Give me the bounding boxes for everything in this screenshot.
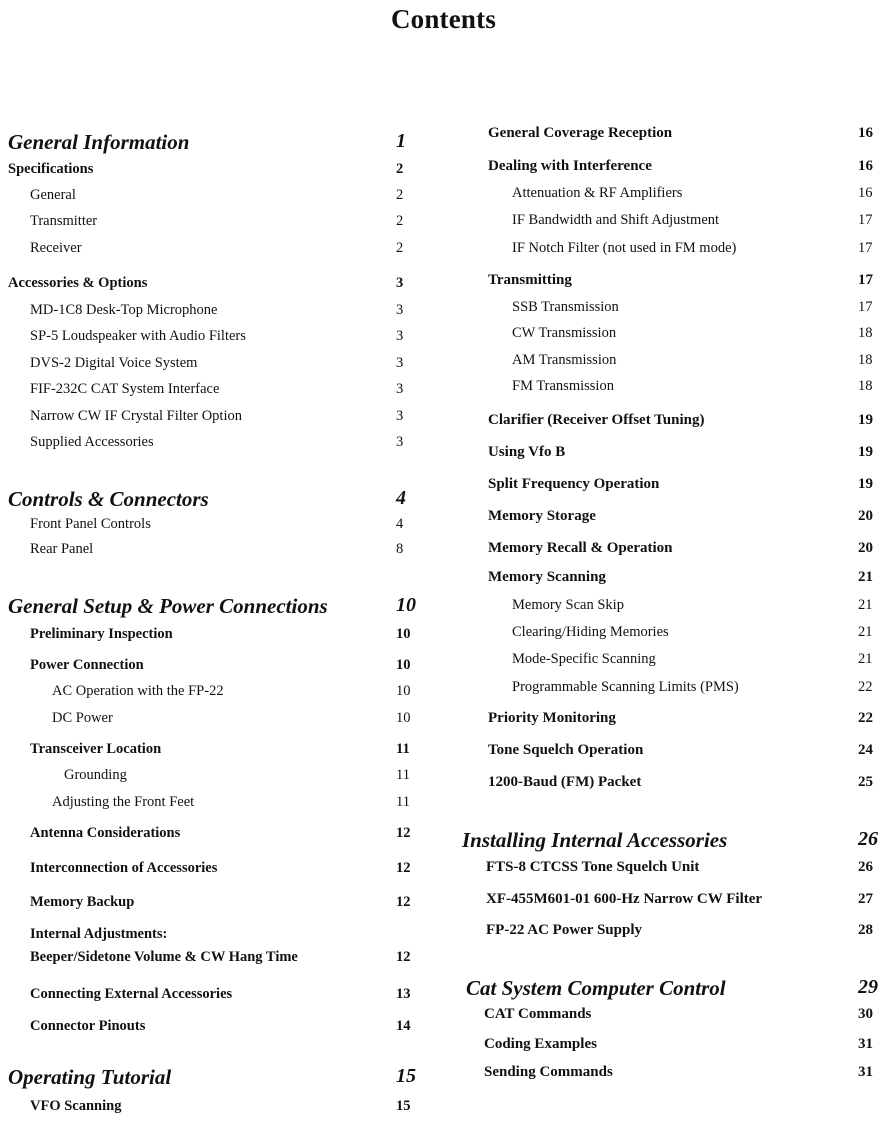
toc-entry-page: 19: [858, 412, 873, 428]
toc-entry-label: Dealing with Interference: [488, 158, 652, 174]
toc-entry-page: 2: [396, 161, 404, 177]
toc-entry-page: 26: [858, 859, 873, 875]
toc-entry-label: AM Transmission: [512, 352, 617, 368]
toc-entry-page: 19: [858, 444, 873, 460]
toc-entry-page: 18: [858, 325, 873, 341]
toc-entry-page: 24: [858, 742, 873, 758]
toc-entry-label: Transmitting: [488, 272, 572, 288]
toc-entry-label: SSB Transmission: [512, 299, 619, 315]
toc-entry-page: 27: [858, 891, 873, 907]
toc-entry-page: 25: [858, 774, 873, 790]
toc-entry-page: 4: [396, 516, 404, 532]
toc-entry-label: FIF-232C CAT System Interface: [30, 381, 220, 397]
toc-entry-page: 16: [858, 158, 873, 174]
toc-entry-label: IF Bandwidth and Shift Adjustment: [512, 212, 720, 228]
toc-entry-page: 15: [396, 1065, 416, 1087]
toc-entry-label: Programmable Scanning Limits (PMS): [512, 679, 739, 695]
toc-entry-page: 3: [396, 328, 404, 344]
toc-entry-label: Attenuation & RF Amplifiers: [512, 185, 683, 201]
toc-entry-page: 10: [396, 594, 416, 616]
toc-entry-label: Sending Commands: [484, 1064, 613, 1080]
toc-entry-page: 28: [858, 922, 873, 938]
toc-entry-page: 19: [858, 476, 873, 492]
toc-entry-label: FP-22 AC Power Supply: [486, 922, 642, 938]
toc-entry-page: 2: [396, 187, 404, 203]
toc-entry-label: Mode-Specific Scanning: [512, 651, 656, 667]
toc-entry-page: 12: [396, 894, 411, 910]
toc-entry-label: AC Operation with the FP-22: [52, 683, 224, 699]
toc-entry-page: 11: [396, 794, 410, 810]
toc-entry-label: Antenna Considerations: [30, 825, 181, 841]
toc-entry-page: 29: [858, 976, 878, 998]
toc-entry-page: 16: [858, 185, 873, 201]
toc-entry-label: Cat System Computer Control: [466, 976, 726, 1000]
toc-entry-page: 10: [396, 657, 411, 673]
toc-entry-label: Accessories & Options: [8, 275, 148, 291]
toc-entry-page: 21: [858, 597, 873, 613]
toc-entry-page: 1: [396, 130, 406, 152]
toc-entry-label: Adjusting the Front Feet: [52, 794, 195, 810]
toc-entry-label: Memory Scanning: [488, 569, 606, 585]
toc-entry-label: FTS-8 CTCSS Tone Squelch Unit: [486, 859, 700, 875]
toc-entry-label: Using Vfo B: [488, 444, 566, 460]
toc-entry-label: CW Transmission: [512, 325, 617, 341]
toc-entry-label: Coding Examples: [484, 1036, 597, 1052]
toc-entry-page: 2: [396, 240, 404, 256]
toc-entry-page: 15: [396, 1098, 411, 1114]
toc-entry-label: XF-455M601-01 600-Hz Narrow CW Filter: [486, 891, 763, 907]
toc-entry-page: 26: [858, 828, 878, 850]
toc-entry-page: 21: [858, 624, 873, 640]
toc-entry-label: VFO Scanning: [30, 1098, 122, 1114]
toc-entry-page: 21: [858, 569, 873, 585]
toc-entry-page: 18: [858, 352, 873, 368]
toc-entry-label: Controls & Connectors: [8, 487, 209, 511]
toc-entry-label: Supplied Accessories: [30, 434, 154, 450]
toc-entry-label: Power Connection: [30, 657, 144, 673]
toc-entry-label: MD-1C8 Desk-Top Microphone: [30, 302, 218, 318]
toc-entry-label: General Setup & Power Connections: [8, 594, 328, 618]
toc-entry-page: 11: [396, 767, 410, 783]
toc-entry-label: Clearing/Hiding Memories: [512, 624, 669, 640]
toc-entry-page: 30: [858, 1006, 873, 1022]
toc-entry-label: Narrow CW IF Crystal Filter Option: [30, 408, 242, 424]
toc-entry-page: 17: [858, 272, 873, 288]
toc-entry-page: 10: [396, 683, 411, 699]
toc-entry-label: General Information: [8, 130, 190, 154]
toc-entry-label: DC Power: [52, 710, 113, 726]
toc-entry-page: 3: [396, 302, 404, 318]
toc-entry-label: Preliminary Inspection: [30, 626, 173, 642]
toc-entry-label: FM Transmission: [512, 378, 614, 394]
toc-entry-label: Front Panel Controls: [30, 516, 151, 532]
toc-entry-label: Memory Scan Skip: [512, 597, 624, 613]
toc-entry-label: Connector Pinouts: [30, 1018, 146, 1034]
toc-entry-page: 3: [396, 381, 404, 397]
toc-entry-page: 3: [396, 275, 404, 291]
toc-entry-label: Installing Internal Accessories: [462, 828, 728, 852]
toc-entry-page: 22: [858, 710, 873, 726]
toc-entry-label: Memory Storage: [488, 508, 596, 524]
toc-entry-page: 18: [858, 378, 873, 394]
toc-entry-label: Connecting External Accessories: [30, 986, 233, 1002]
toc-entry-label: General Coverage Reception: [488, 125, 673, 141]
toc-entry-label: Interconnection of Accessories: [30, 860, 218, 876]
toc-entry-label: Internal Adjustments:: [30, 926, 168, 942]
toc-entry-label: Memory Backup: [30, 894, 135, 910]
toc-entry-label: Rear Panel: [30, 541, 94, 557]
toc-entry-label: Specifications: [8, 161, 94, 177]
toc-entry-page: 21: [858, 651, 873, 667]
toc-entry-page: 11: [396, 741, 410, 757]
toc-entry-label: CAT Commands: [484, 1006, 592, 1022]
toc-entry-label: Split Frequency Operation: [488, 476, 660, 492]
toc-entry-label: Transceiver Location: [30, 741, 162, 757]
toc-entry-page: 31: [858, 1064, 873, 1080]
toc-entry-page: 10: [396, 626, 411, 642]
toc-entry-page: 2: [396, 213, 404, 229]
page-title: Contents: [390, 4, 497, 34]
toc-entry-page: 4: [396, 487, 406, 509]
toc-entry-page: 16: [858, 125, 873, 141]
toc-entry-page: 10: [396, 710, 411, 726]
toc-entry-page: 8: [396, 541, 404, 557]
toc-entry-page: 12: [396, 949, 411, 965]
toc-entry-page: 3: [396, 434, 404, 450]
toc-entry-label: DVS-2 Digital Voice System: [30, 355, 198, 371]
toc-entry-label: General: [30, 187, 76, 203]
toc-entry-page: 20: [858, 508, 873, 524]
toc-entry-page: 14: [396, 1018, 411, 1034]
toc-entry-label: Memory Recall & Operation: [488, 540, 673, 556]
toc-entry-label: Priority Monitoring: [488, 710, 616, 726]
toc-entry-page: 31: [858, 1036, 873, 1052]
toc-entry-label: 1200-Baud (FM) Packet: [488, 774, 642, 790]
toc-entry-page: 17: [858, 212, 873, 228]
toc-entry-page: 13: [396, 986, 411, 1002]
toc-entry-page: 20: [858, 540, 873, 556]
toc-entry-label: IF Notch Filter (not used in FM mode): [512, 240, 737, 256]
toc-entry-page: 22: [858, 679, 873, 695]
toc-entry-label: Transmitter: [30, 213, 98, 229]
toc-entry-label: Clarifier (Receiver Offset Tuning): [488, 412, 705, 428]
toc-entry-page: 17: [858, 240, 873, 256]
toc-entry-page: 17: [858, 299, 873, 315]
toc-entry-label: Receiver: [30, 240, 82, 256]
toc-entry-label: Grounding: [64, 767, 127, 783]
toc-entry-label: Operating Tutorial: [8, 1065, 172, 1089]
toc-entry-page: 12: [396, 860, 411, 876]
toc-entry-page: 12: [396, 825, 411, 841]
toc-entry-label: SP-5 Loudspeaker with Audio Filters: [30, 328, 246, 344]
toc-entry-page: 3: [396, 408, 404, 424]
toc-entry-page: 3: [396, 355, 404, 371]
toc-entry-label: Tone Squelch Operation: [488, 742, 644, 758]
toc-entry-label: Beeper/Sidetone Volume & CW Hang Time: [30, 949, 298, 965]
